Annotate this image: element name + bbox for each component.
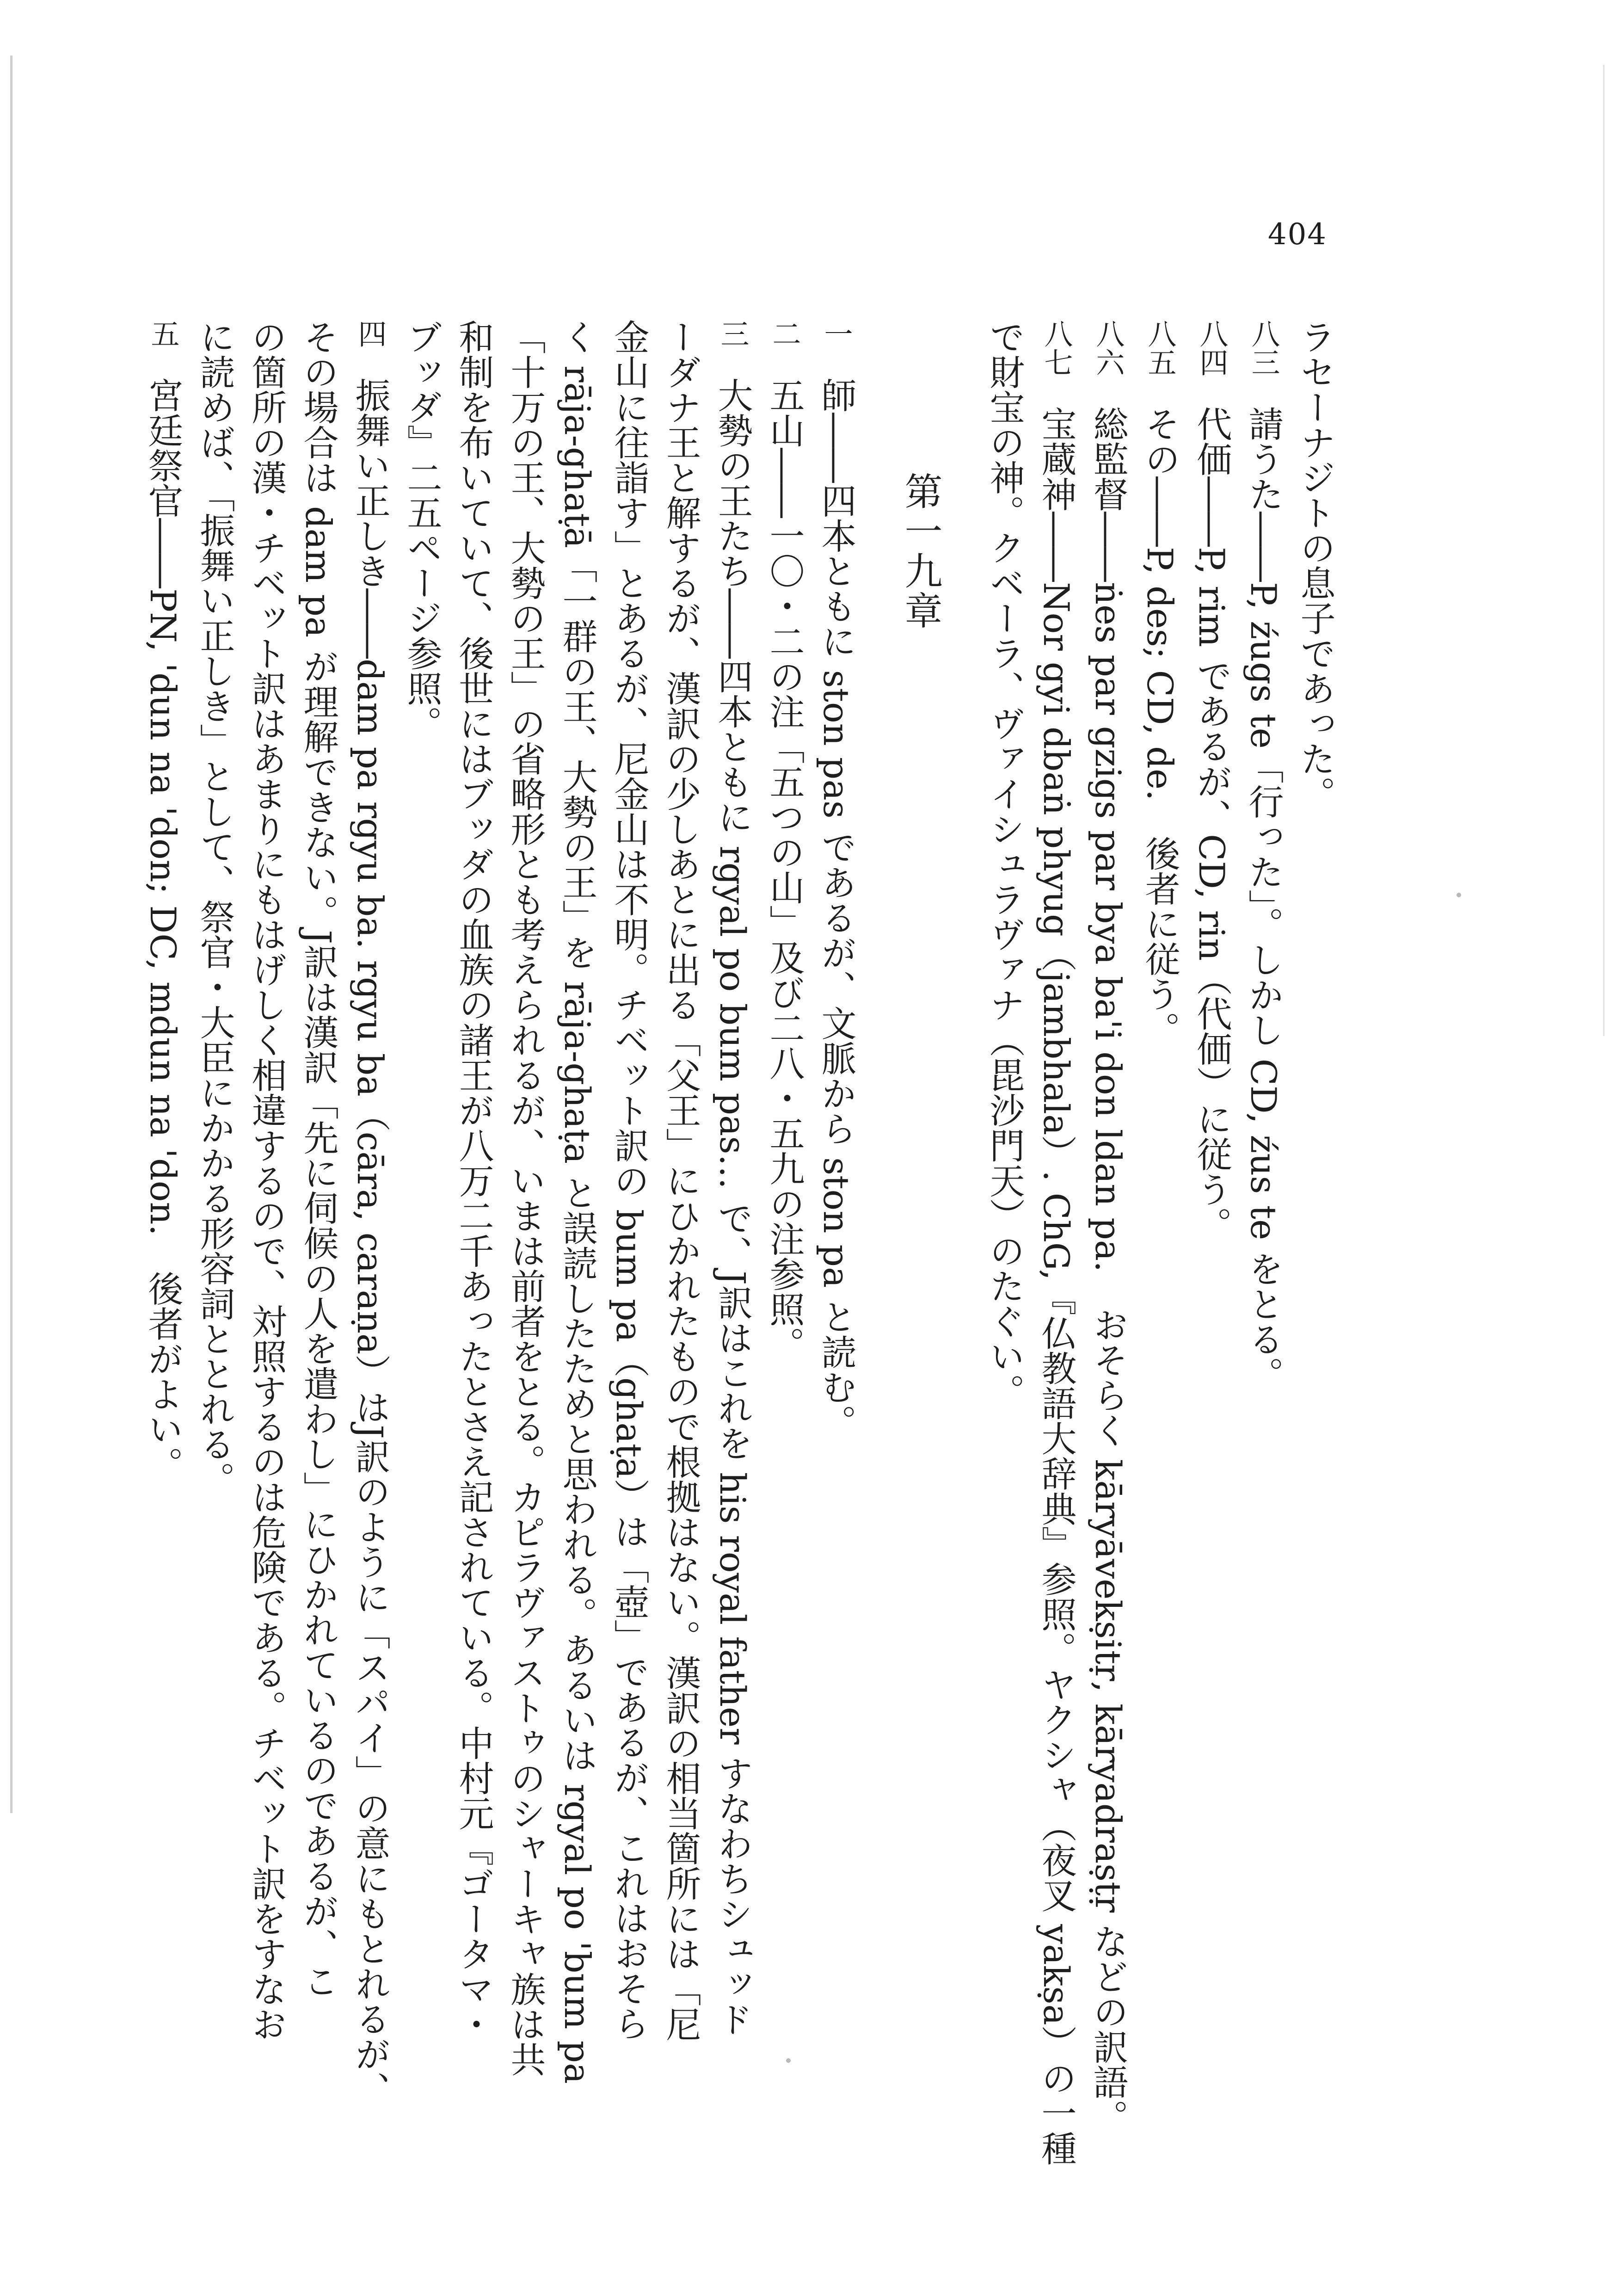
note-number: 八五 (1143, 319, 1177, 376)
note-text: 五山――一〇・二の注「五つの山」及び二八・五九の注参照。 (764, 377, 805, 1362)
chapter-note-4-line: の箇所の漢・チベット訳はあまりにもはげしく相違するので、対照するのは危険である。チベット訳をすなお (246, 319, 287, 2042)
section-gap (946, 319, 978, 2192)
chapter-note-3-line: ブッダ』二五ページ参照。 (401, 319, 443, 741)
note-text: 宝蔵神――Nor gyi dbaṅ phyug（jambhala）. ChG,『仏教語大辞典』参照。ヤクシャ（夜叉 yakṣa）の一種 (1036, 406, 1077, 2166)
note-number: 五 (146, 319, 180, 348)
opening-line: ラセーナジトの息子であった。 (1295, 319, 1336, 811)
note-text: 宮廷祭官――PN, 'dun na 'don; DC, mdun na 'don. 後者がよい。 (142, 377, 184, 1482)
chapter-note-3-line: 和制を布いていて、後世にはブッダの血族の諸王が八万二千あったとさえ記されている。中村元『ゴータマ・ (453, 319, 494, 2042)
note-text: 代価――P, rim であるが、CD, rin（代価）に従う。 (1191, 406, 1232, 1242)
scan-edge-shadow (10, 56, 12, 1813)
scan-edge-shadow-right (1603, 65, 1605, 1036)
note-83 (1237, 319, 1289, 2192)
note-text: その――P, des; CD, de. 後者に従う。 (1139, 406, 1180, 1047)
note-84 (1186, 319, 1237, 2192)
chapter-note-3-line: ーダナ王と解するが、漢訳の少しあとに出る「父王」にひかれたもので根拠はない。漢訳の相当箇所には「尼 (660, 319, 701, 2042)
note-text: 振舞い正しき――dam pa rgyu ba. rgyu ba（cāra, caraṇa）はJ訳のように「スパイ」の意にもとれるが、 (350, 377, 391, 2107)
chapter-note-3-line: 金山に往詣す」とあるが、尼金山は不明。チベット訳の bum pa（ghaṭa）は「壺」であるが、これはおそら (609, 319, 650, 2041)
note-86 (1082, 319, 1134, 2192)
note-number: 二 (768, 319, 801, 348)
chapter-note-1 (810, 319, 862, 2192)
chapter-note-4-line: に読めば、「振舞い正しき」として、祭官・大臣にかかる形容詞ととれる。 (194, 319, 235, 1497)
page-number: 404 (1267, 217, 1327, 252)
note-87 (1030, 319, 1082, 2192)
section-gap (862, 319, 894, 2192)
note-87-continuation: で財宝の神。クベーラ、ヴァイシュラヴァナ（毘沙門天）のたぐい。 (984, 319, 1025, 1409)
chapter-note-3-line: 「十万の王、大勢の王」の省略形とも考えられるが、いまは前者をとる。カピラヴァストゥのシャーキャ族は共 (505, 319, 546, 2077)
chapter-note-2 (758, 319, 810, 2192)
note-number: 八七 (1039, 319, 1073, 376)
note-number: 八四 (1195, 319, 1229, 376)
note-number: 三 (716, 319, 750, 348)
note-number: 一 (819, 319, 853, 348)
note-text: 総監督――ṅes par gzigs par bya ba'i don ldan pa. おそらく kāryāvekṣitṛ, kāryadraṣṭṛ などの訳語。 (1088, 406, 1129, 2135)
note-number: 八三 (1247, 319, 1280, 376)
vertical-text-block (129, 319, 1341, 2192)
note-number: 八六 (1091, 319, 1125, 376)
chapter-note-4 (344, 319, 396, 2192)
note-number: 四 (353, 319, 387, 348)
chapter-note-3-line: く rāja-ghaṭā「一群の王、大勢の王」を rāja-ghaṭa と誤読したためと思われる。あるいは rgyal po 'bum pa (557, 319, 598, 2084)
chapter-note-3 (707, 319, 758, 2192)
note-text: 師――四本ともに ston pas であるが、文脈から ston pa と読む。 (816, 377, 857, 1440)
chapter-note-5 (137, 319, 189, 2192)
scan-speck (1457, 893, 1461, 897)
chapter-heading: 第一九章 (898, 472, 942, 631)
note-text: 大勢の王たち――四本ともに rgyal po bum pas… で、J訳はこれを his royal father すなわちシュッド (712, 377, 753, 2037)
note-85 (1134, 319, 1186, 2192)
note-text: 請うた――P, źugs te「行った」。しかし CD, źus te をとる。 (1243, 406, 1284, 1392)
chapter-note-4-line: その場合は dam pa が理解できない。J訳は漢訳「先に伺候の人を遣わし」にひかれているのであるが、こ (298, 319, 339, 1999)
